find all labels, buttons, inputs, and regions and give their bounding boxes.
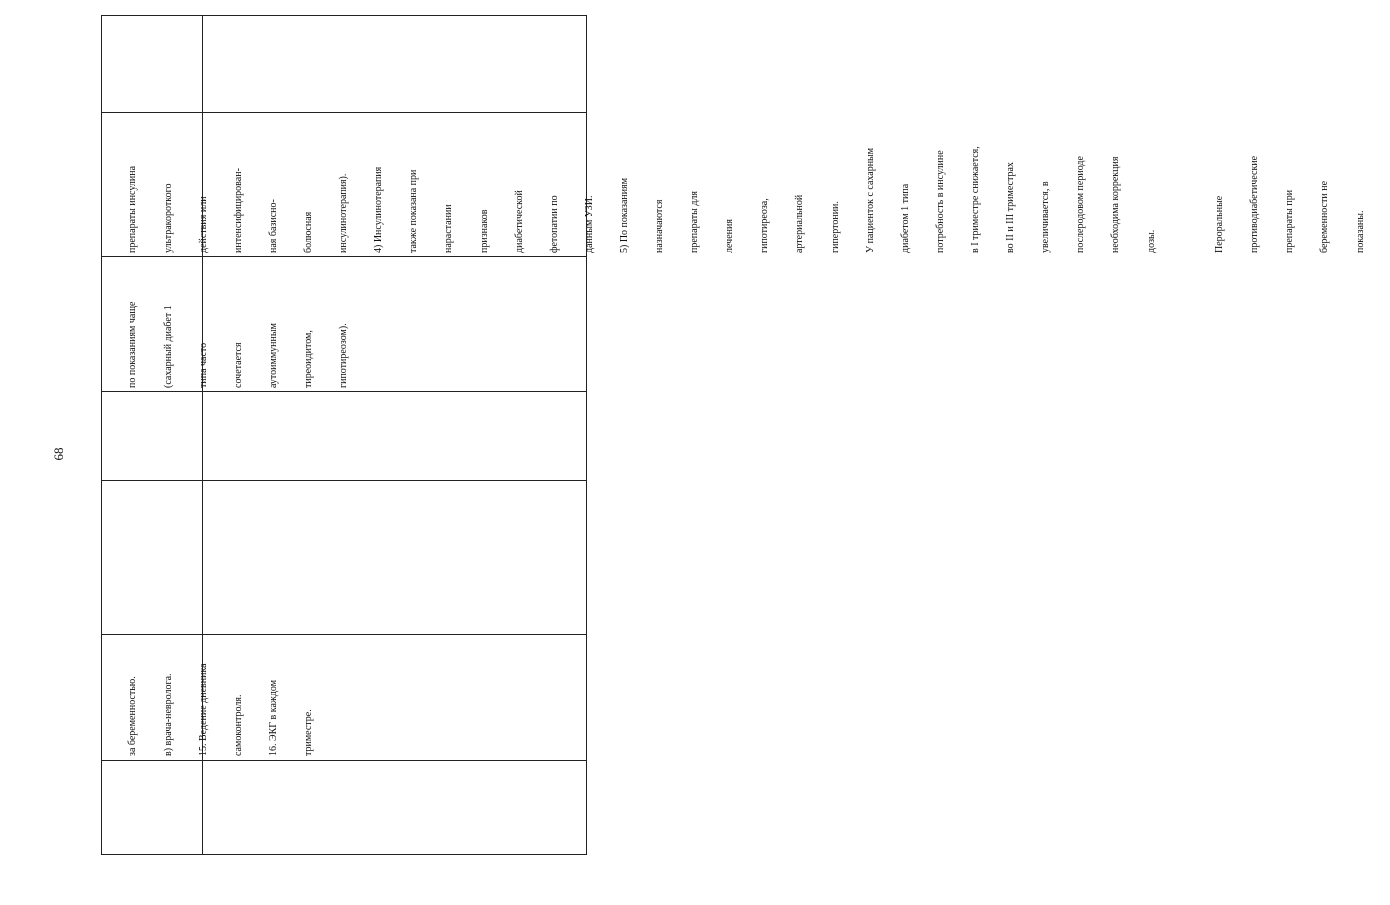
cell-line: препараты для [689,190,701,253]
cell-line: также показана при [408,169,420,253]
table-divider [102,634,586,635]
cell-line: признаков [478,209,490,253]
cell-line: 5) По показаниям [618,177,630,253]
table-divider [102,256,586,257]
cell-line: 16. ЭКГ в каждом [267,679,279,756]
cell-line: в I триместре снижается, [970,146,982,253]
cell-line: противодиабетические [1249,155,1261,253]
cell-line: препараты при [1284,189,1296,253]
page-number: 68 [51,447,66,461]
cell-line: инсулинотерапия). [338,173,350,253]
cell-line: артериальной [794,194,806,253]
cell-line: увеличивается, в [1040,181,1052,253]
cell-line: тиреоидитом, [302,330,314,388]
cell-line: беременности не [1319,180,1331,253]
table-cell-text-indications [104,302,373,388]
table-divider [102,391,586,392]
cell-line: гипотиреозом). [338,323,350,388]
cell-line: лечения [724,219,736,253]
cell-line: У пациенток с сахарным [864,147,876,253]
table-cell-text-monitoring [104,663,338,756]
cell-line: в) врача-невролога. [162,673,174,756]
cell-line: фетопатии по [548,195,560,253]
cell-line: типа часто [197,342,209,388]
cell-line: действия или [197,196,209,253]
cell-line: во II и III триместрах [1005,162,1017,253]
cell-line: Пероральные [1214,195,1226,253]
cell-line: показаны. [1354,210,1366,253]
table-cell-text-treatment [104,146,1390,253]
cell-line: 4) Инсулинотерапия [373,166,385,253]
cell-line: интенсифицирован- [232,168,244,253]
cell-line: послеродовом периоде [1075,156,1087,253]
cell-line: потребность в инсулине [934,150,946,253]
cell-line: гипотиреоза, [759,198,771,253]
cell-line: ная базисно- [267,199,279,253]
table-divider [102,112,586,113]
cell-line: аутоиммунным [267,323,279,388]
cell-line: за беременностью. [127,676,139,756]
cell-line: по показаниям чаще [127,301,139,388]
cell-line: нарастании [443,204,455,253]
cell-line: диабетом 1 типа [899,183,911,253]
cell-line: назначаются [654,199,666,253]
cell-line: дозы. [1145,229,1157,253]
cell-line: ультракороткого [162,183,174,253]
cell-line: гипертонии. [829,201,841,253]
table-divider [102,480,586,481]
cell-line: болюсная [302,211,314,253]
cell-line: данным УЗИ. [583,195,595,253]
table-divider [102,760,586,761]
cell-line: сочетается [232,342,244,388]
cell-line: необходима коррекция [1110,156,1122,253]
cell-line: (сахарный диабет 1 [162,305,174,388]
cell-line: 15. Ведение дневника [197,663,209,756]
cell-line: триместре. [302,709,314,756]
cell-line: препараты инсулина [127,165,139,253]
cell-line [1181,146,1191,253]
cell-line: самоконтроля. [232,694,244,756]
cell-line: диабетической [513,190,525,253]
